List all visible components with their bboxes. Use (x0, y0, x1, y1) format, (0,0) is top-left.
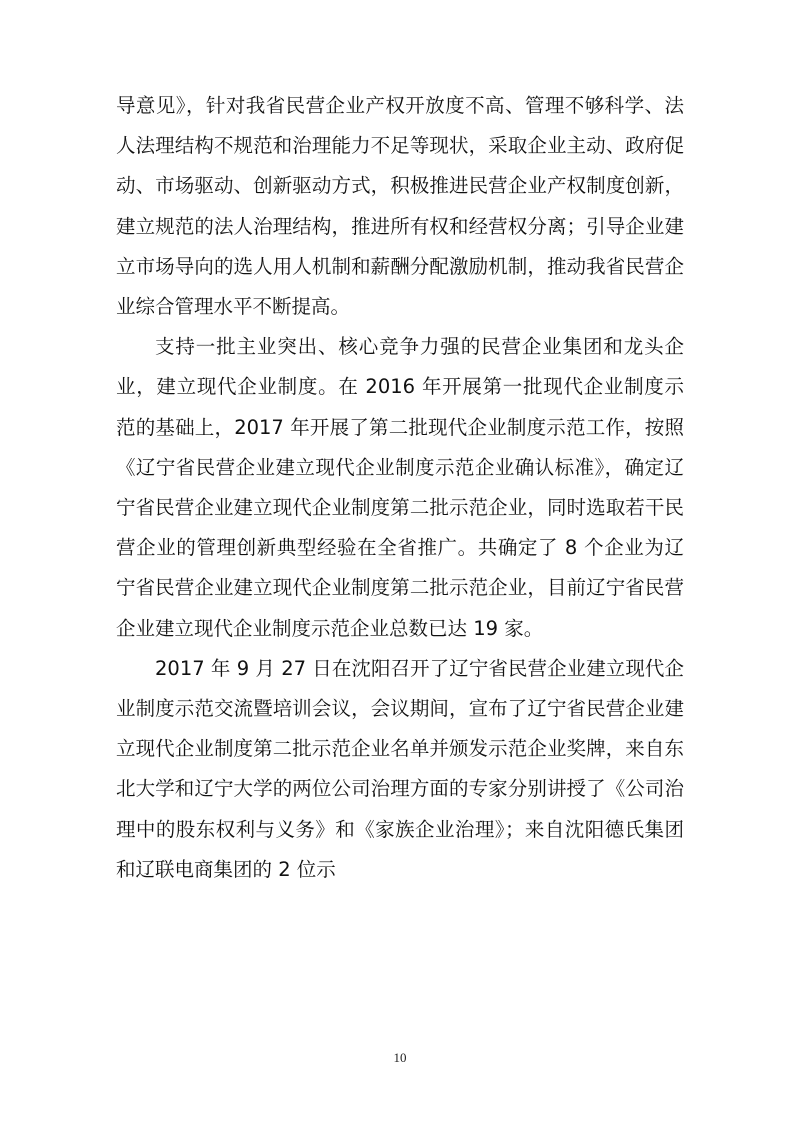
paragraph-3: 2017 年 9 月 27 日在沈阳召开了辽宁省民营企业建立现代企业制度示范交流暨培训会议，会议期间，宣布了辽宁省民营企业建立现代企业制度第二批示范企业名单并颁发示范企业奖牌，来自东北大学和辽宁大学的两位公司治理方面的专家分别讲授了《公司治理中的股东权利与义务》和《家族企业治理》；来自沈阳德氏集团和辽联电商集团的 2 位示 (116, 656, 684, 881)
body-text (116, 86, 684, 890)
paragraph-1: 导意见》，针对我省民营企业产权开放度不高、管理不够科学、法人法理结构不规范和治理能力不足等现状，采取企业主动、政府促动、市场驱动、创新驱动方式，积极推进民营企业产权制度创新，建立规范的法人治理结构，推进所有权和经营权分离；引导企业建立市场导向的选人用人机制和薪酬分配激励机制，推动我省民营企业综合管理水平不断提高。 (116, 94, 684, 319)
page-number: 10 (393, 1050, 407, 1065)
paragraph-2: 支持一批主业突出、核心竞争力强的民营企业集团和龙头企业，建立现代企业制度。在 2016 年开展第一批现代企业制度示范的基础上，2017 年开展了第二批现代企业制度示范工作，按照《辽宁省民营企业建立现代企业制度示范企业确认标准》，确定辽宁省民营企业建立现代企业制度第二批示范企业，同时选取若干民营企业的管理创新典型经验在全省推广。共确定了 8 个企业为辽宁省民营企业建立现代企业制度第二批示范企业，目前辽宁省民营企业建立现代企业制度示范企业总数已达 19 家。 (116, 335, 684, 640)
